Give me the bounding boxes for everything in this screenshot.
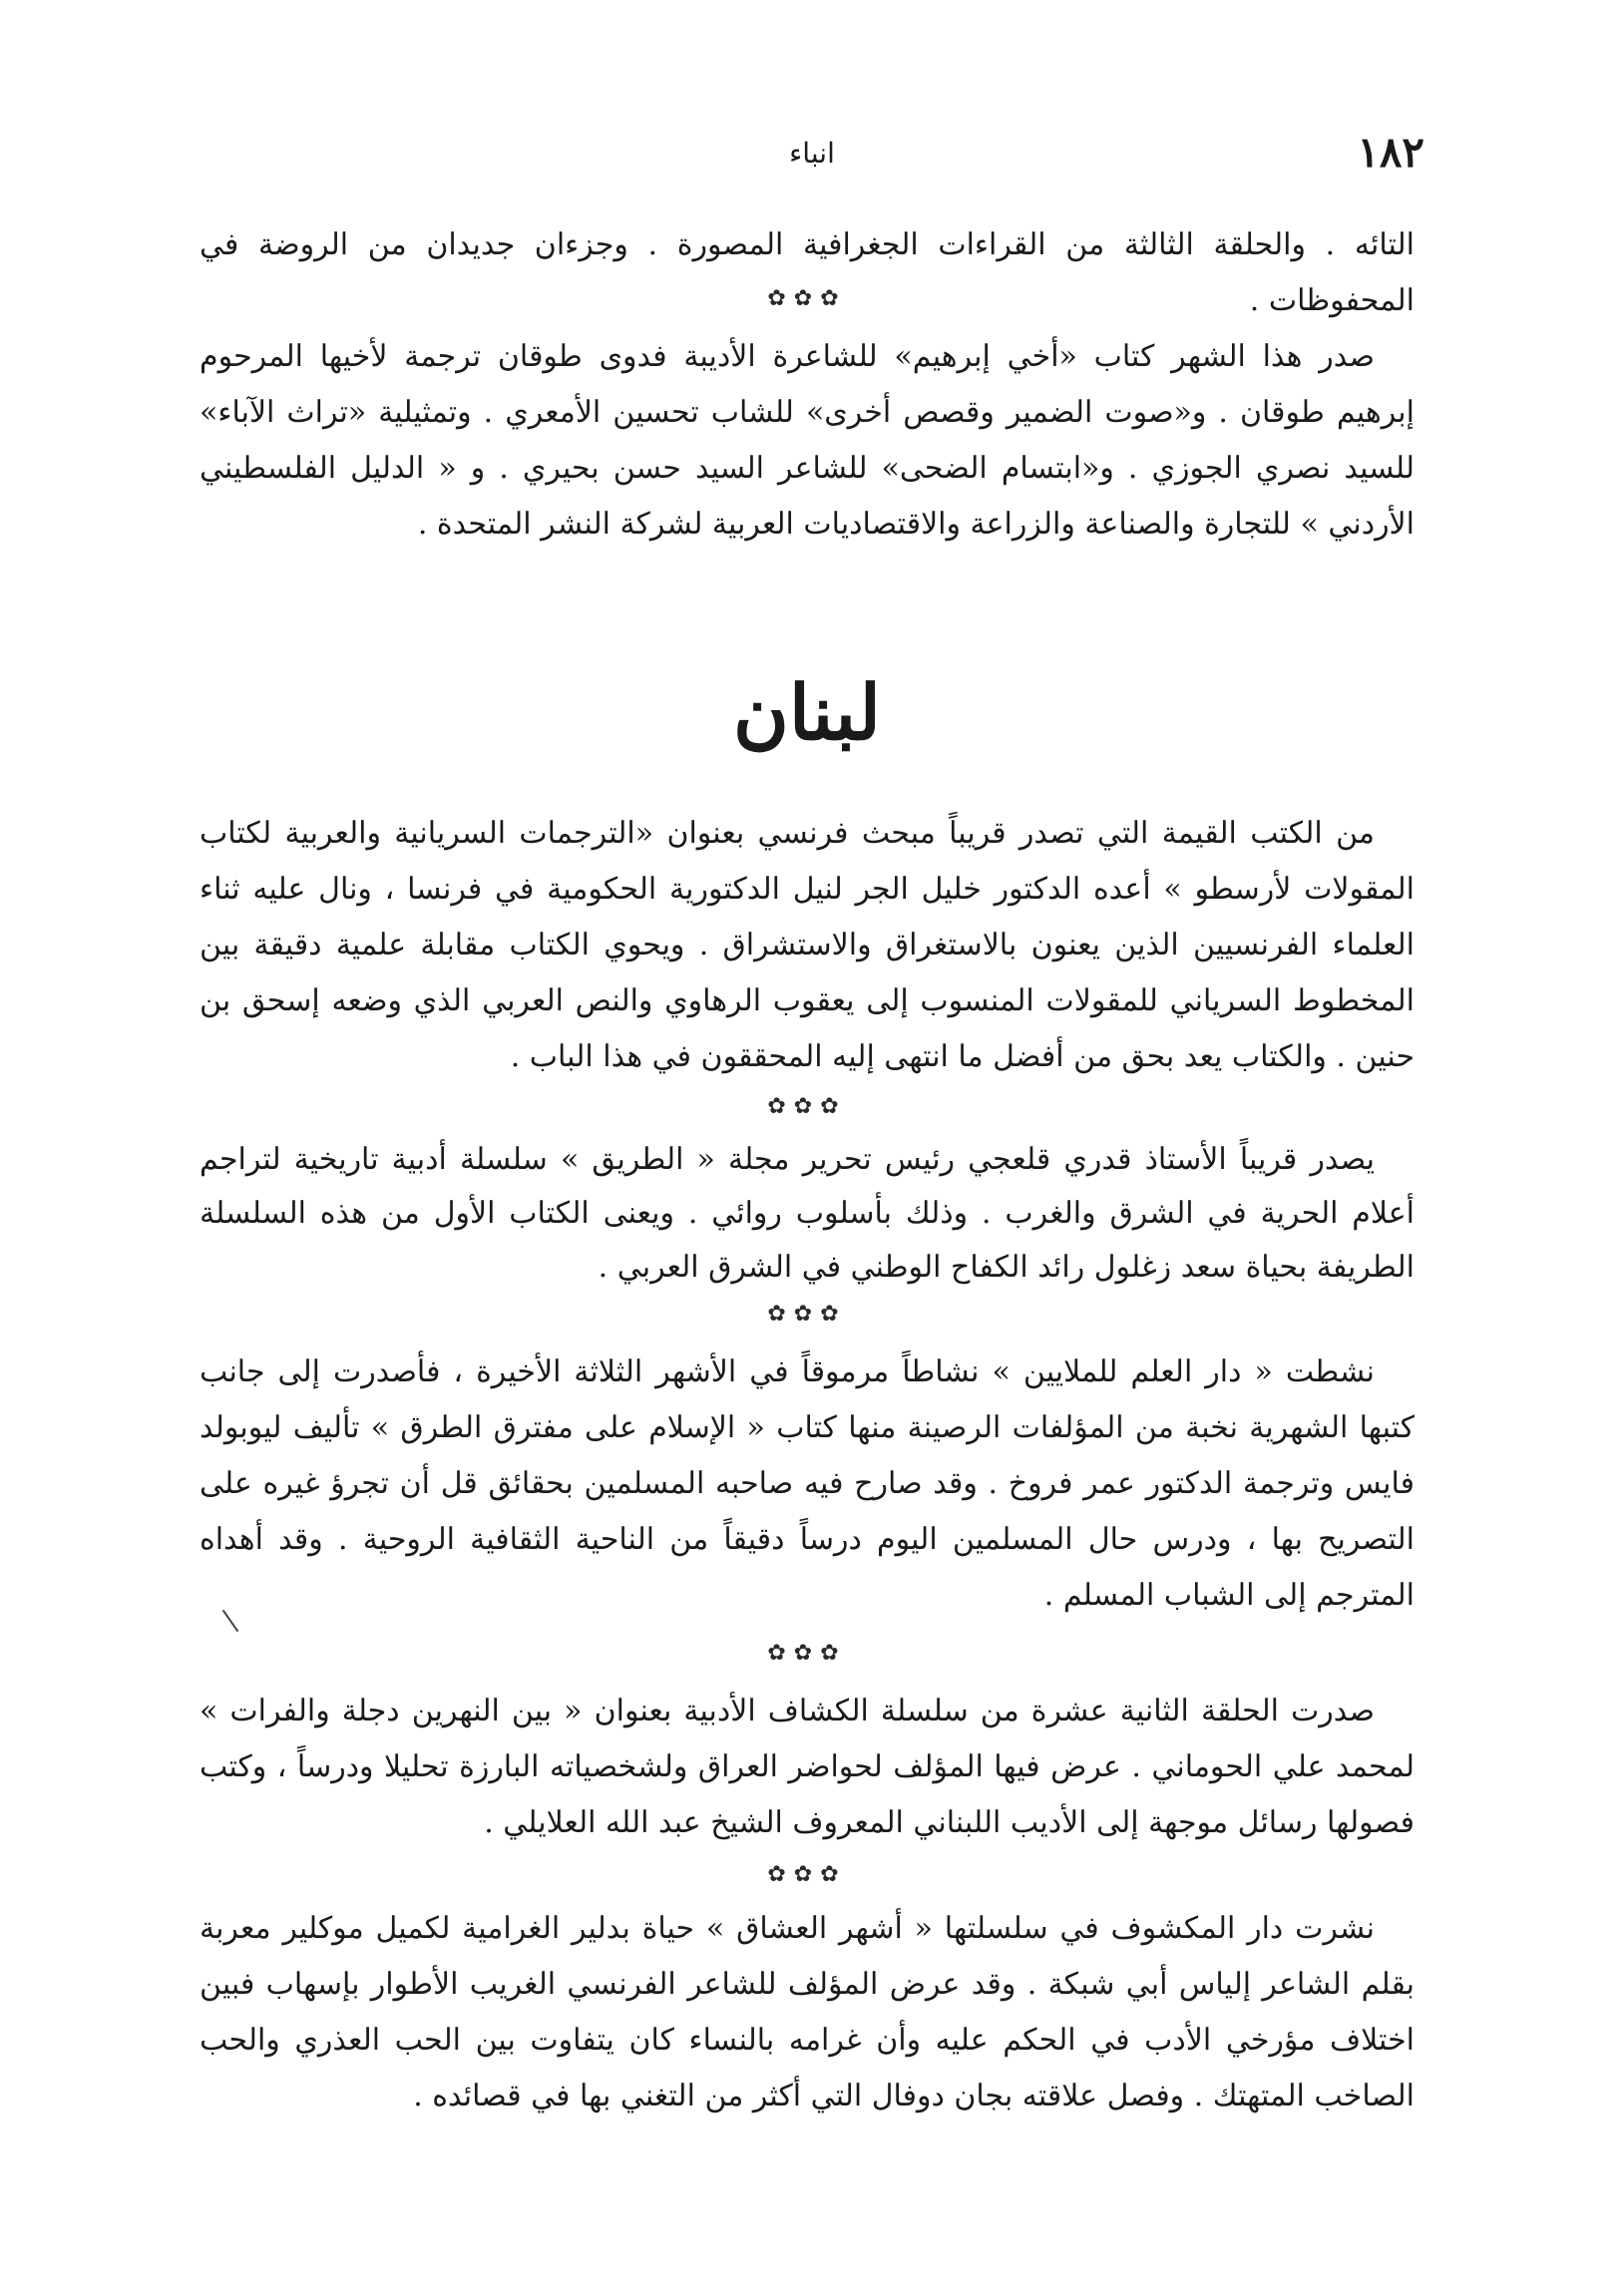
running-title: انباء: [789, 137, 835, 170]
section-separator: ✿✿✿: [767, 1862, 847, 1887]
news-item: [200, 1684, 1415, 1851]
section-separator: ✿✿✿: [767, 1094, 847, 1119]
news-item-text: صدرت الحلقة الثانية عشرة من سلسلة الكشاف الأدبية بعنوان « بين النهرين دجلة والفرات » لمحمد علي الحوماني . عرض فيها المؤلف لحواضر العراق ولشخصياته البارزة تحليلا ودرساً ، وكتب فصولها رسائل موجهة إلى الأديب اللبناني المعروف الشيخ عبد الله العلايلي .: [200, 1694, 1415, 1840]
news-item-text: من الكتب القيمة التي تصدر قريباً مبحث فرنسي بعنوان «الترجمات السريانية والعربية لكتاب المقولات لأرسطو » أعده الدكتور خليل الجر لنيل الدكتورية الحكومية في فرنسا ، ونال عليه ثناء العلماء الفرنسيين الذين يعنون بالاستغراق والاستشراق . ويحوي الكتاب مقابلة علمية دقيقة بين المخطوط السرياني للمقولات المنسوب إلى يعقوب الرهاوي والنص العربي الذي وضعه إسحق بن حنين . والكتاب يعد بحق من أفضل ما انتهى إليه المحققون في هذا الباب .: [200, 816, 1415, 1074]
news-item: [200, 1901, 1415, 2124]
news-item-text: نشطت « دار العلم للملايين » نشاطاً مرموقاً في الأشهر الثلاثة الأخيرة ، فأصدرت إلى جانب كتبها الشهرية نخبة من المؤلفات الرصينة منها كتاب « الإسلام على مفترق الطرق » تأليف ليوبولد فايس وترجمة الدكتور عمر فروخ . وقد صارح فيه صاحبه المسلمين بحقائق قل أن تجرؤ غيره على التصريح بها ، ودرس حال المسلمين اليوم درساً دقيقاً من الناحية الثقافية الروحية . وقد أهداه المترجم إلى الشباب المسلم .: [200, 1354, 1415, 1613]
news-item: [200, 1133, 1415, 1295]
lebanon-heading: لبنان: [733, 668, 881, 757]
section-separator: ✿✿✿: [767, 1641, 847, 1666]
jordan-news-paragraph: [200, 329, 1415, 553]
continuation-text: التائه . والحلقة الثالثة من القراءات الجغرافية المصورة . وجزءان جديدان من الروضة في المحفوظات .: [200, 227, 1415, 318]
news-item-text: يصدر قريباً الأستاذ قدري قلعجي رئيس تحرير مجلة « الطريق » سلسلة أدبية تاريخية لتراجم أعلام الحرية في الشرق والغرب . وذلك بأسلوب روائي . ويعنى الكتاب الأول من هذه السلسلة الطريفة بحياة سعد زغلول رائد الكفاح الوطني في الشرق العربي .: [200, 1142, 1415, 1285]
running-head: [200, 128, 1424, 178]
jordan-news-text: صدر هذا الشهر كتاب «أخي إبرهيم» للشاعرة الأديبة فدوى طوقان ترجمة لأخيها المرحوم إبرهيم طوقان . و«صوت الضمير وقصص أخرى» للشاب تحسين الأمعري . وتمثيلية «تراث الآباء» للسيد نصري الجوزي . و«ابتسام الضحى» للشاعر السيد حسن بحيري . و « الدليل الفلسطيني الأردني » للتجارة والصناعة والزراعة والاقتصاديات العربية لشركة النشر المتحدة .: [200, 339, 1415, 542]
news-item: [200, 1344, 1415, 1624]
section-separator: ✿✿✿: [767, 1302, 847, 1327]
section-separator: ✿✿✿: [767, 286, 847, 311]
news-item-text: نشرت دار المكشوف في سلسلتها « أشهر العشاق » حياة بدلير الغرامية لكميل موكلير معربة بقلم الشاعر إلياس أبي شبكة . وقد عرض المؤلف للشاعر الفرنسي الغريب الأطوار بإسهاب فبين اختلاف مؤرخي الأدب في الحكم عليه وأن غرامه بالنساء كان يتفاوت بين الحب العذري والحب الصاخب المتهتك . وفصل علاقته بجان دوفال التي أكثر من التغني بها في قصائده .: [200, 1911, 1415, 2113]
page-number: ١٨٢: [1357, 128, 1424, 177]
news-item: [200, 806, 1415, 1085]
